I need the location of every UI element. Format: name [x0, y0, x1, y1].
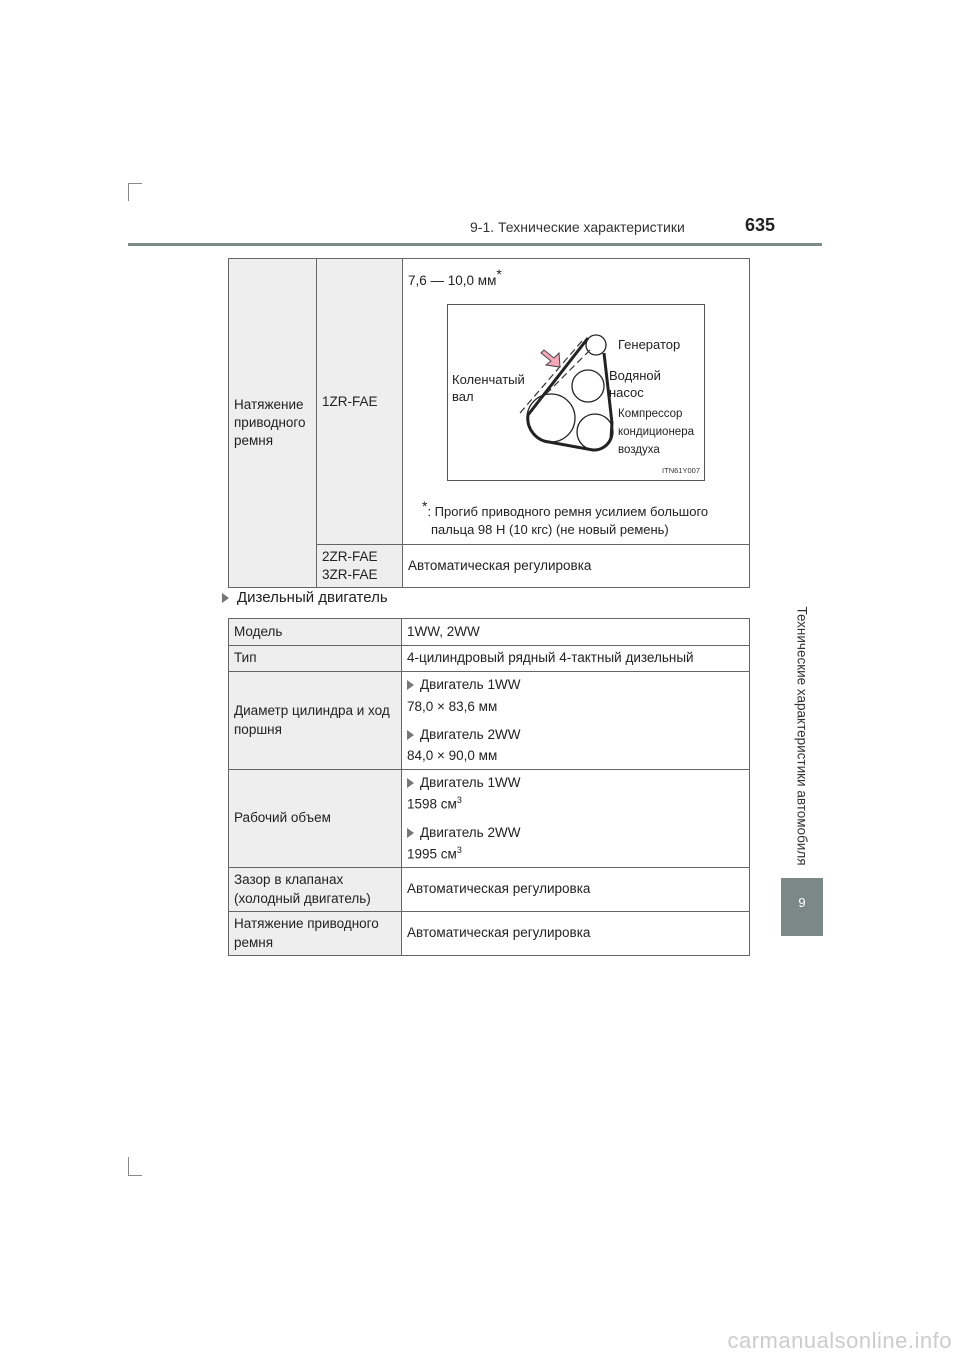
section-heading-text: Дизельный двигатель — [237, 589, 388, 606]
watermark: carmanualsonline.info — [727, 1328, 952, 1353]
page-number: 635 — [745, 215, 776, 235]
belt-param-cell — [229, 259, 317, 588]
footnote-text: : Прогиб приводного ремня усилием большого пальца 98 Н (10 кгс) (не новый ремень) — [427, 504, 709, 537]
label-crankshaft: Коленчатый вал — [452, 372, 525, 405]
bore-1ww-value: 78,0 × 83,6 мм — [407, 698, 498, 714]
disp-2ww-title: Двигатель 2WW — [420, 824, 521, 840]
diesel-engine-table — [228, 618, 750, 956]
model-value: 1WW, 2WW — [407, 623, 480, 639]
bore-2ww-title: Двигатель 2WW — [420, 726, 521, 742]
label-generator: Генератор — [618, 337, 681, 353]
cubic-exponent: 3 — [456, 845, 462, 856]
chapter-tab[interactable] — [781, 878, 823, 936]
footnote-marker: * — [496, 266, 502, 282]
model-cell-2zr-3zr — [317, 545, 403, 588]
model-label: Модель — [234, 623, 283, 639]
displacement-value-cell — [402, 770, 750, 868]
bore-value-cell — [402, 672, 750, 770]
header-rule — [128, 243, 822, 246]
model-2zr-3zr-label: 2ZR-FAE 3ZR-FAE — [322, 549, 378, 583]
belt-value: Автоматическая регулировка — [407, 925, 591, 941]
belt-value-cell — [402, 912, 750, 956]
belt-label: Натяжение приводного ремня — [234, 916, 379, 950]
belt-label-cell — [229, 912, 402, 956]
valve-label: Зазор в клапанах (холодный двигатель) — [234, 872, 371, 906]
belt-tension-table — [228, 258, 750, 588]
footnote — [422, 497, 744, 538]
bore-label-cell — [229, 672, 402, 770]
disp-1ww-title: Двигатель 1WW — [420, 774, 521, 790]
belt-diagram — [447, 304, 705, 481]
type-label: Тип — [234, 650, 257, 666]
valve-value-cell — [402, 868, 750, 912]
deflection-value: 7,6 — 10,0 мм — [408, 273, 497, 288]
model-value-cell — [402, 619, 750, 646]
belt-param-label: Натяжение приводного ремня — [234, 396, 306, 449]
type-value: 4-цилиндровый рядный 4-тактный дизельный — [407, 650, 694, 666]
value-cell-1zr — [403, 259, 750, 545]
model-label-cell — [229, 619, 402, 646]
bore-label: Диаметр цилиндра и ход поршня — [234, 703, 390, 737]
footnote-star: * — [422, 498, 428, 515]
type-value-cell — [402, 646, 750, 672]
cubic-exponent: 3 — [456, 795, 462, 806]
crop-mark — [128, 183, 129, 201]
crop-mark — [128, 1157, 129, 1175]
crop-mark — [128, 183, 142, 184]
chapter-tab-number: 9 — [798, 895, 806, 910]
triangle-bullet-icon — [407, 680, 414, 690]
displacement-label-cell — [229, 770, 402, 868]
label-water-pump: Водяной насос — [609, 368, 661, 401]
auto-adjust-value: Автоматическая регулировка — [408, 558, 592, 574]
side-tab-label-text: Технические характеристики автомобиля — [794, 606, 810, 866]
bore-1ww-title: Двигатель 1WW — [420, 677, 521, 693]
valve-value: Автоматическая регулировка — [407, 881, 591, 897]
triangle-bullet-icon — [407, 778, 414, 788]
value-cell-2zr-3zr — [403, 545, 750, 588]
diagram-code: ITN61Y007 — [662, 466, 700, 476]
section-heading — [222, 589, 388, 606]
displacement-label: Рабочий объем — [234, 810, 331, 826]
disp-2ww-value: 1995 см — [407, 846, 457, 862]
header-title: 9-1. Технические характеристики — [470, 219, 685, 235]
triangle-bullet-icon — [222, 593, 229, 603]
bore-2ww-value: 84,0 × 90,0 мм — [407, 748, 498, 764]
model-1zr-label: 1ZR-FAE — [322, 393, 378, 409]
label-compressor: Компрессор кондиционера воздуха — [618, 408, 694, 456]
triangle-bullet-icon — [407, 730, 414, 740]
type-label-cell — [229, 646, 402, 672]
model-cell-1zr — [317, 259, 403, 545]
disp-1ww-value: 1598 см — [407, 796, 457, 812]
valve-label-cell — [229, 868, 402, 912]
side-tab-label — [781, 606, 823, 866]
crop-mark — [128, 1175, 142, 1176]
triangle-bullet-icon — [407, 828, 414, 838]
